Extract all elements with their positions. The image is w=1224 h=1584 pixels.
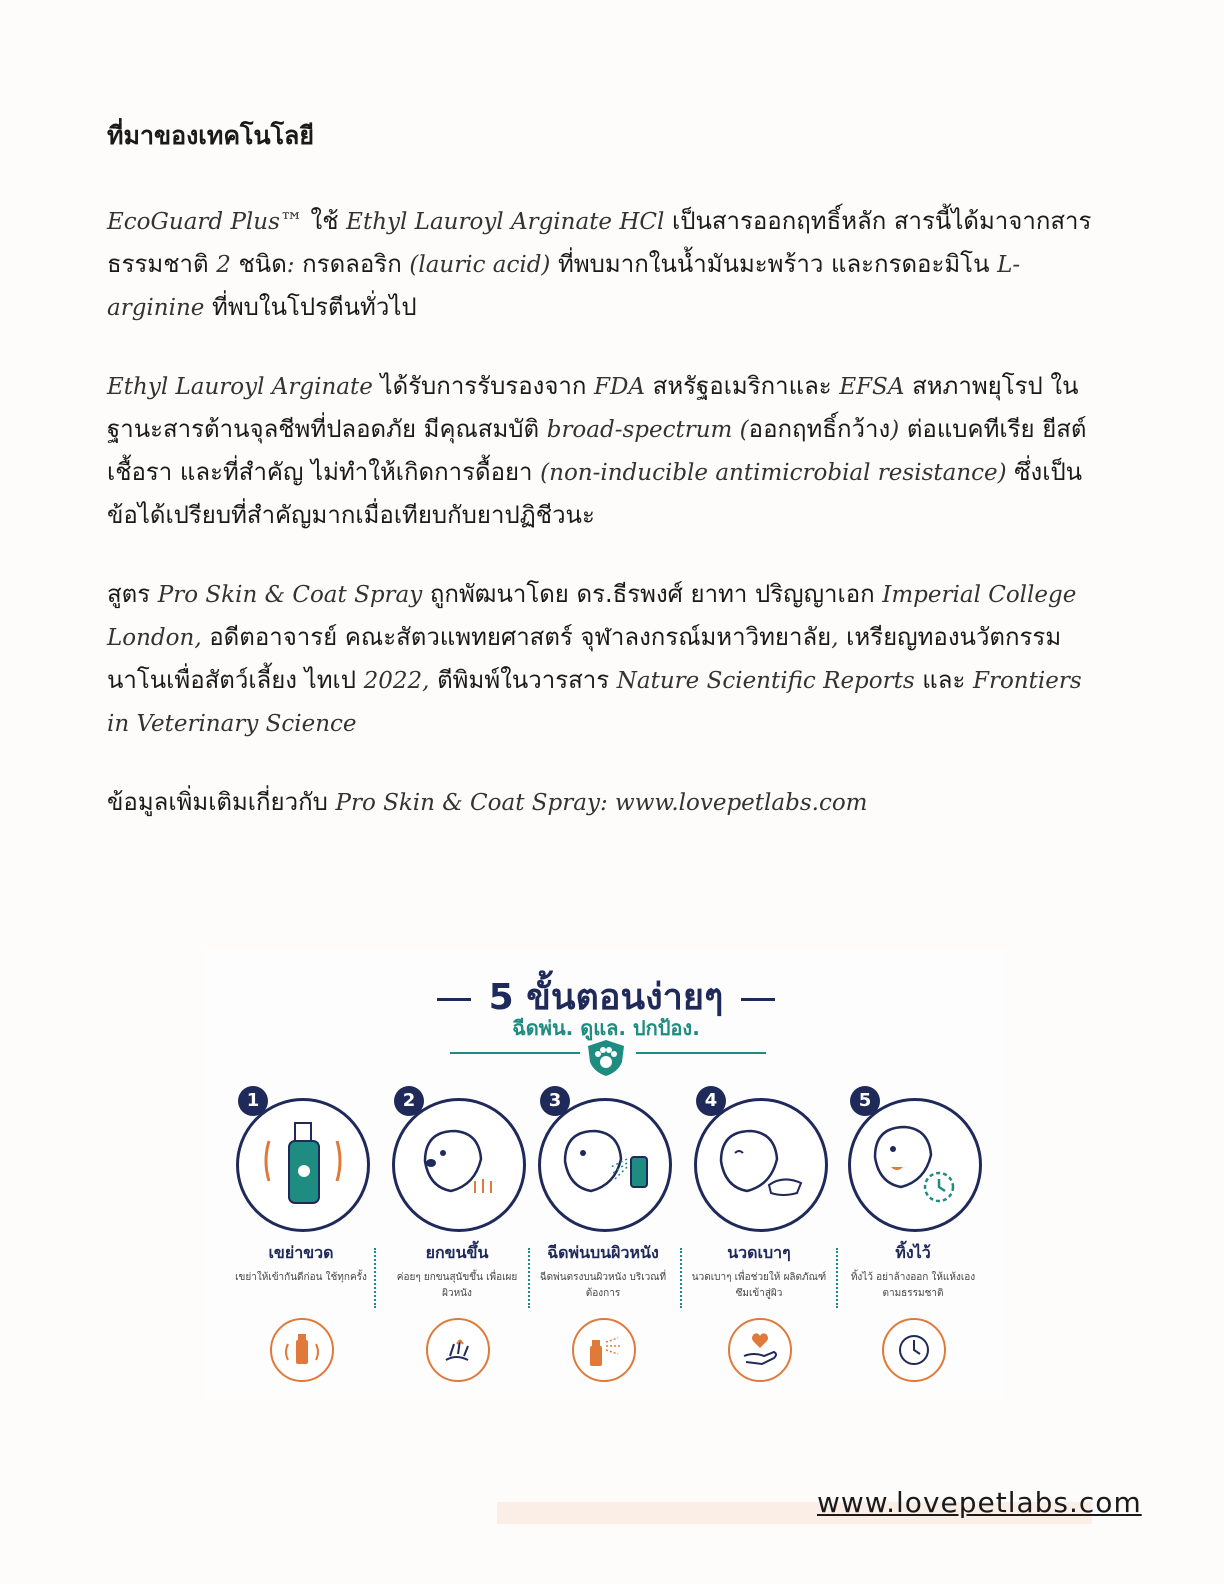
five-steps-infographic (206, 948, 1006, 1400)
text: ที่พบในโปรตีนทั่วไป (204, 293, 417, 321)
text-italic: 2022, (363, 668, 430, 694)
more-info-link[interactable]: Pro Skin & Coat Spray: www.lovepetlabs.com (335, 790, 868, 816)
step-name: นวดเบาๆ (727, 1243, 791, 1262)
text: ที่พบมากในน้ำมันมะพร้าว และกรดอะมิโน (550, 250, 998, 278)
paw-shield-icon (584, 1038, 628, 1078)
text-italic: broad-spectrum ( (546, 417, 749, 443)
step-number: 3 (540, 1086, 570, 1116)
clock-icon (884, 1320, 944, 1380)
heart-hand-icon (730, 1320, 790, 1380)
text-italic: (lauric acid) (409, 252, 551, 278)
step-description: ค่อยๆ ยกขนสุนัขขึ้น เพื่อเผยผิวหนัง (396, 1272, 518, 1299)
text: และ (914, 666, 973, 694)
happy-dog-clock-icon (851, 1101, 979, 1229)
text-italic: Ethyl Lauroyl Arginate (107, 374, 373, 400)
divider-line (636, 1052, 766, 1054)
text-italic: Nature Scientific Reports (616, 668, 915, 694)
text-italic: (non-inducible antimicrobial resistance) (540, 460, 1007, 486)
text-italic: 2 (216, 252, 231, 278)
text: อดีตอาจารย์ คณะสัตวแพทยศาสตร์ จุฬาลงกรณ์มหาวิทยาลัย (201, 623, 832, 651)
section-heading: ที่มาของเทคโนโลยี (107, 121, 314, 150)
text-italic: Imperial College London, (107, 582, 1077, 651)
paragraph-technology-origin (107, 200, 1097, 329)
step-illustration (694, 1098, 828, 1232)
step-3 (528, 1086, 678, 1386)
dog-lift-fur-icon (395, 1101, 523, 1229)
step-illustration (392, 1098, 526, 1232)
text: สหภาพยุโรป ในฐานะสารต้านจุลชีพที่ปลอดภัย มีคุณสมบัติ (107, 372, 1079, 443)
text: ออกฤทธิ์กว้าง (748, 415, 891, 443)
step-number: 5 (850, 1086, 880, 1116)
text-italic: Ethyl Lauroyl Arginate HCl (346, 209, 665, 235)
step-separator (836, 1248, 838, 1308)
dog-spray-skin-icon (541, 1101, 669, 1229)
text: ใช้ (302, 207, 347, 235)
spray-bottle-badge-icon (272, 1320, 332, 1380)
step-badge (728, 1318, 792, 1382)
text-italic: : (286, 252, 295, 278)
step-separator (374, 1248, 376, 1308)
step-illustration (538, 1098, 672, 1232)
text-italic: EFSA (839, 374, 905, 400)
text: เหรียญทองนวัตกรรมนาโนเพื่อสัตว์เลี้ยง ไทเป (107, 623, 1062, 694)
step-name: ทิ้งไว้ (895, 1243, 931, 1262)
step-number: 1 (238, 1086, 268, 1116)
divider-line (450, 1052, 580, 1054)
step-number: 4 (696, 1086, 726, 1116)
text: ข้อมูลเพิ่มเติมเกี่ยวกับ (107, 788, 336, 816)
step-5 (838, 1086, 988, 1386)
step-badge (426, 1318, 490, 1382)
text-italic: Frontiers in Veterinary Science (107, 668, 1082, 737)
text: ถูกพัฒนาโดย ดร.ธีรพงศ์ ยาทา ปริญญาเอก (422, 580, 883, 608)
step-2 (382, 1086, 532, 1386)
text: กรดลอริก (294, 250, 410, 278)
lift-fur-icon (428, 1320, 488, 1380)
step-name: ฉีดพ่นบนผิวหนัง (547, 1243, 659, 1262)
infographic-subtitle: ฉีดพ่น. ดูแล. ปกป้อง. (512, 1016, 700, 1040)
step-badge (270, 1318, 334, 1382)
paragraph-formula-developer (107, 573, 1097, 745)
text-italic: L-arginine (107, 252, 1021, 321)
paragraph-more-info (107, 781, 1097, 824)
text: ชนิด (230, 250, 287, 278)
spray-bottle-icon (239, 1101, 367, 1229)
text: สูตร (107, 580, 158, 608)
step-description: ฉีดพ่นตรงบนผิวหนัง บริเวณที่ต้องการ (539, 1272, 667, 1299)
text-italic: , (831, 625, 839, 651)
spray-mist-icon (574, 1320, 634, 1380)
footer-website-link[interactable]: www.lovepetlabs.com (817, 1486, 1142, 1519)
step-1 (226, 1086, 376, 1386)
text-italic: EcoGuard Plus™ (107, 209, 303, 235)
dog-massage-icon (697, 1101, 825, 1229)
step-separator (680, 1248, 682, 1308)
text: สหรัฐอเมริกาและ (645, 372, 840, 400)
text: ซึ่งเป็นข้อได้เปรียบที่สำคัญมากเมื่อเทียบกับยาปฏิชีวนะ (107, 458, 1083, 529)
text-italic: Pro Skin & Coat Spray (157, 582, 423, 608)
step-illustration (848, 1098, 982, 1232)
step-name: เขย่าขวด (268, 1243, 334, 1262)
step-illustration (236, 1098, 370, 1232)
step-4 (684, 1086, 834, 1386)
infographic-title-text: 5 ขั้นตอนง่ายๆ (488, 977, 724, 1018)
step-description: ทิ้งไว้ อย่าล้างออก ให้แห้งเองตามธรรมชาติ (850, 1272, 976, 1299)
step-number: 2 (394, 1086, 424, 1116)
step-badge (572, 1318, 636, 1382)
step-description: เขย่าให้เข้ากันดีก่อน ใช้ทุกครั้ง (235, 1272, 367, 1283)
step-badge (882, 1318, 946, 1382)
text: ได้รับการรับรองจาก (372, 372, 595, 400)
paragraph-certification (107, 365, 1097, 536)
text: ต่อแบคทีเรีย ยีสต์ เชื้อรา และที่สำคัญ ไม่ทำให้เกิดการดื้อยา (107, 415, 1087, 486)
text: ตีพิมพ์ในวารสาร (429, 666, 617, 694)
step-separator (528, 1248, 530, 1308)
text-italic: ) (890, 417, 900, 443)
step-name: ยกขนขึ้น (425, 1243, 489, 1262)
text: เป็นสารออกฤทธิ์หลัก สารนี้ได้มาจากสารธรรมชาติ (107, 207, 1092, 278)
text-italic: FDA (594, 374, 646, 400)
step-description: นวดเบาๆ เพื่อช่วยให้ ผลิตภัณฑ์ซึมเข้าสู่ผิว (691, 1272, 827, 1299)
